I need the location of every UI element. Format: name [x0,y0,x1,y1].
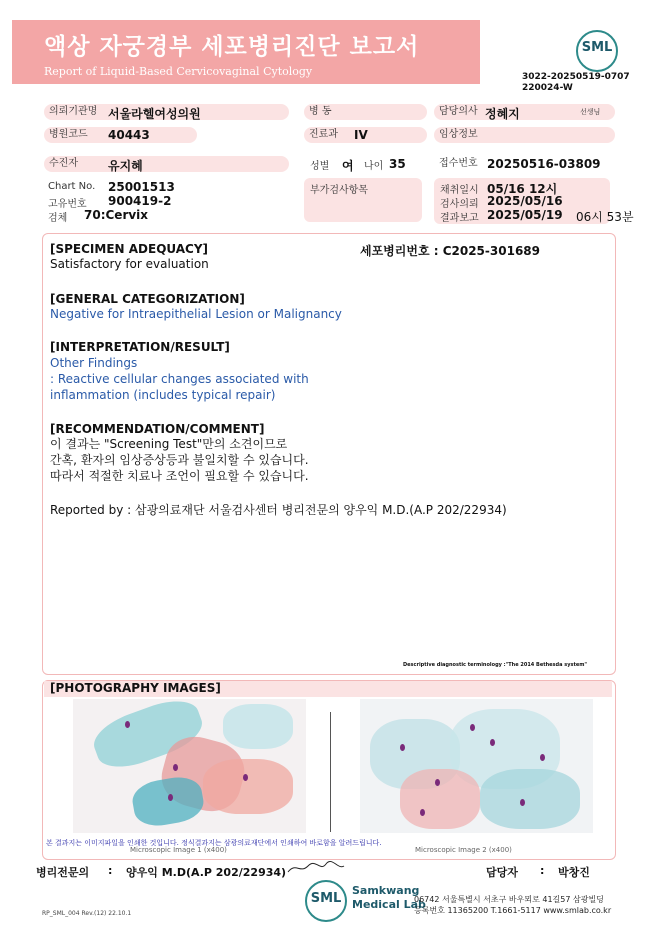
pathologist-label: 병리전문의 [36,866,90,879]
report-value: 2025/05/19 [487,208,563,222]
doc-number-line2: 220024-W [522,83,573,93]
microscopic-image-2 [360,699,593,833]
recommendation-line3: 따라서 적절한 치료나 조언이 필요할 수 있습니다. [50,469,309,483]
dept-label: 진료과 [304,127,427,143]
sex-label: 성별 [310,161,330,172]
general-heading: [GENERAL CATEGORIZATION] [50,292,245,306]
receipt-value: 20250516-03809 [487,157,601,171]
address: 06742 서울특별시 서초구 바우뫼로 41길57 삼광빌딩 [414,895,604,904]
collect-value: 05/16 12시 [487,182,558,196]
request-label: 검사의뢰 [440,199,479,210]
institution-value: 서울라헬여성의원 [108,107,201,121]
hospital-code-label: 병원코드 [44,127,197,143]
recommendation-line2: 간혹, 환자의 임상증상등과 불일치할 수 있습니다. [50,453,309,467]
chart-value: 25001513 [108,180,175,194]
sex-value: 여 [342,159,354,173]
specimen-value: 70:Cervix [84,208,149,222]
image2-caption: Microscopic Image 2 (x400) [415,846,512,854]
cytology-number: 세포병리번호 : C2025-301689 [360,244,540,258]
interpretation-heading: [INTERPRETATION/RESULT] [50,340,230,354]
print-notice: 본 결과지는 이미지파일을 인쇄한 것입니다. 정식결과지는 삼광의료재단에서 인쇄하여 바로함을 알려드립니다. [46,839,382,847]
receipt-label: 접수번호 [439,158,478,169]
photo-divider [330,712,331,832]
ward-label: 병 동 [304,104,427,120]
institution-label: 의뢰기관명 [44,104,289,120]
recommendation-heading: [RECOMMENDATION/COMMENT] [50,422,265,436]
terminology-note: Descriptive diagnostic terminology :"The 2014 Bethesda system" [403,662,588,668]
footer-logo-text: SML [310,891,342,906]
chart-label: Chart No. [48,181,96,192]
report-subtitle: Report of Liquid-Based Cervicovaginal Cytology [44,65,313,78]
pathologist-value: 양우익 M.D(A.P 202/22934) [126,866,287,879]
reported-by: Reported by : 삼광의료재단 서울검사센터 병리전문의 양우익 M.D.(A.P 202/22934) [50,503,507,517]
request-value: 2025/05/16 [487,194,563,208]
collect-label: 채취일시 [440,185,479,196]
microscopic-image-1 [73,699,306,833]
handler-colon: : [540,864,545,877]
dept-value: IV [354,128,368,142]
unique-value: 900419-2 [108,194,172,208]
interpretation-line2: : Reactive cellular changes associated with [50,372,309,386]
pathologist-colon: : [108,864,113,877]
clinical-info-label: 임상정보 [434,127,615,143]
extra-tests-label: 부가검사항목 [310,185,368,196]
photo-heading: [PHOTOGRAPHY IMAGES] [50,681,221,695]
brand-line1: Samkwang [352,884,420,897]
patient-label: 수진자 [44,156,289,172]
age-value: 35 [389,157,406,171]
handler-label: 담당자 [486,866,518,879]
report-title: 액상 자궁경부 세포병리진단 보고서 [44,34,420,60]
doctor-suffix: 선생님 [580,108,601,116]
hospital-code-value: 40443 [108,128,150,142]
report-label: 결과보고 [440,213,479,224]
document-number [522,72,630,94]
patient-value: 유지혜 [108,159,143,173]
handler-value: 박창진 [558,866,590,879]
recommendation-line1: 이 결과는 "Screening Test"만의 소견이므로 [50,437,288,451]
interpretation-line1: Other Findings [50,356,138,370]
sml-logo-text: SML [581,40,613,55]
doctor-label: 담당의사 [434,104,615,120]
general-text: Negative for Intraepithelial Lesion or Malignancy [50,307,342,321]
brand-line2: Medical Lab [352,898,426,911]
specimen-label: 검체 [48,213,68,224]
registration: 등록번호 11365200 T.1661-5117 www.smlab.co.kr [414,906,612,915]
form-code: RP_SML_004 Rev.(12) 22.10.1 [42,910,132,917]
signature-icon [286,860,346,876]
doc-number-line1: 3022-20250519-0707 [522,72,630,82]
doctor-value: 정혜지 [485,107,520,121]
adequacy-heading: [SPECIMEN ADEQUACY] [50,242,209,256]
report-time: 06시 53분 [576,210,634,224]
adequacy-text: Satisfactory for evaluation [50,257,209,271]
interpretation-line3: inflammation (includes typical repair) [50,388,276,402]
image1-caption: Microscopic Image 1 (x400) [130,846,227,854]
unique-label: 고유번호 [48,199,87,210]
age-label: 나이 [364,161,384,172]
